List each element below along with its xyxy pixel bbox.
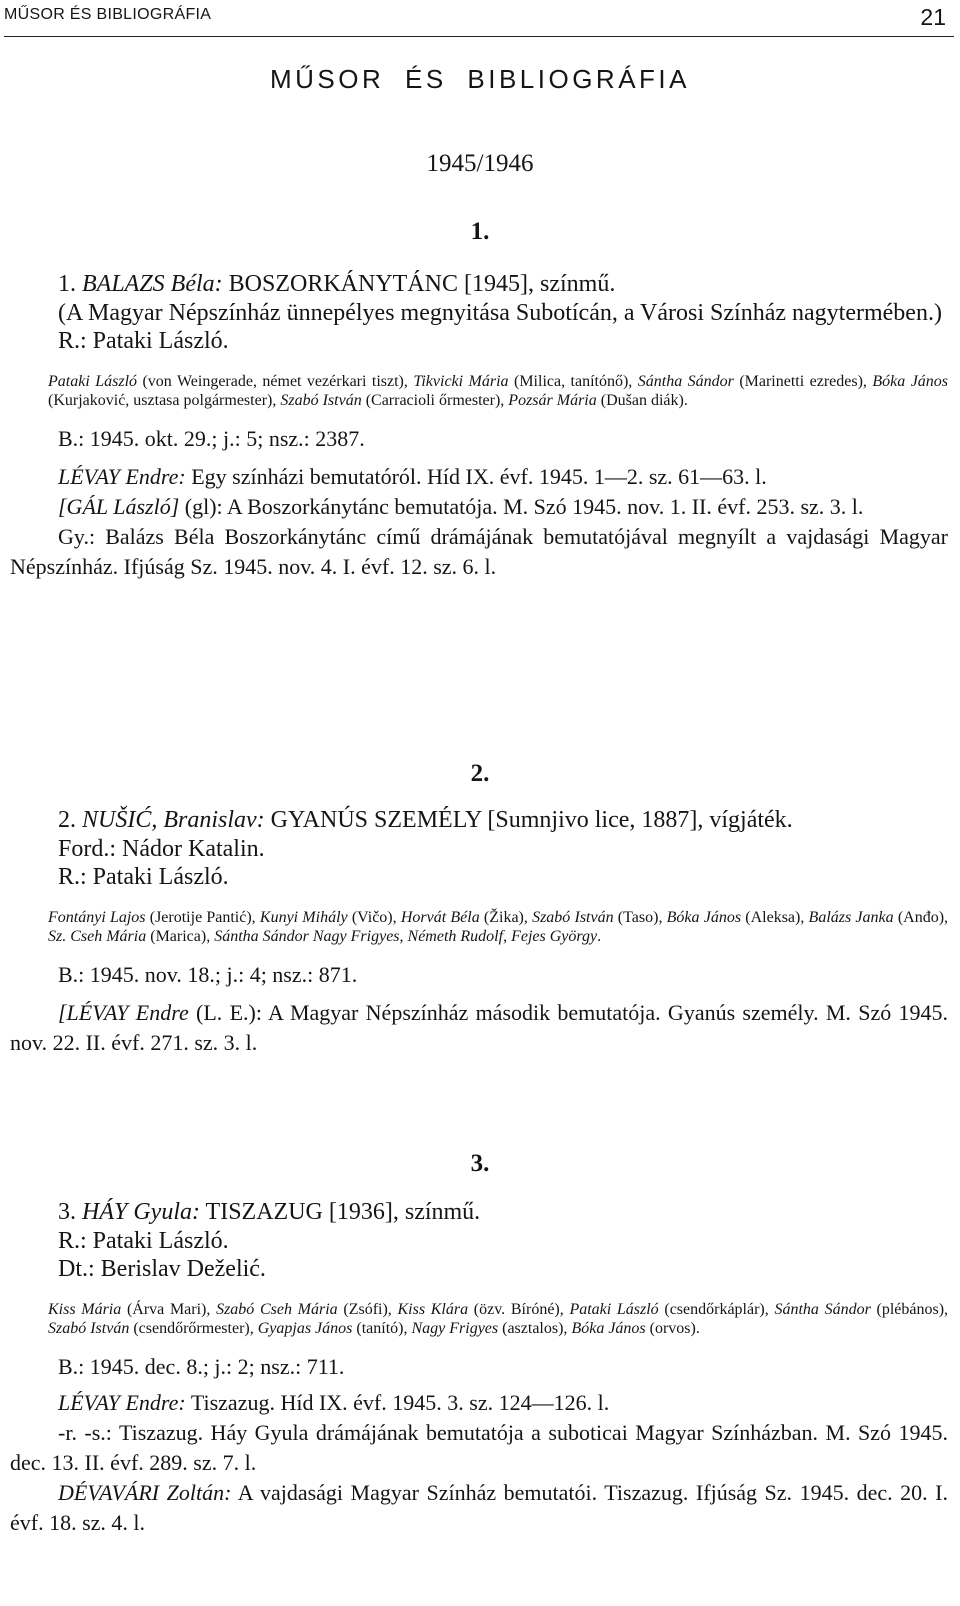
cast-name: Balázs Janka <box>808 908 894 926</box>
reference <box>10 1418 948 1478</box>
entry-heading <box>10 1198 948 1227</box>
entry-credit: Ford.: Nádor Katalin. <box>58 835 265 862</box>
season-heading: 1945/1946 <box>426 150 534 177</box>
reference-author: LÉVAY Endre: <box>58 463 186 489</box>
cast-role: (Kurjaković, usztasa polgármester), <box>48 391 281 409</box>
cast-name: Sz. Cseh Mária <box>48 927 147 945</box>
cast-name: Szabó István <box>48 1319 130 1337</box>
entry-number: 3. <box>470 1150 490 1177</box>
cast-role: (Carracioli őrmester), <box>361 391 509 409</box>
reference <box>10 1478 948 1538</box>
entry-work-title: TISZAZUG [1936], színmű. <box>199 1199 481 1225</box>
reference-text: Tiszazug. Híd IX. évf. 1945. 3. sz. 124—126. l. <box>185 1389 610 1415</box>
cast-role: (Žika), <box>479 908 533 926</box>
entry-2 <box>10 806 948 1058</box>
entry-3 <box>10 1198 948 1538</box>
cast-name: Tikvicki Mária <box>413 372 509 390</box>
cast-name: Pataki László <box>48 372 138 390</box>
cast-role: (asztalos), <box>498 1319 572 1337</box>
cast-name: Sántha Sándor <box>774 1300 871 1318</box>
reference <box>10 462 948 492</box>
cast-name: Nagy Frigyes <box>312 927 400 945</box>
page-title: MŰSOR ÉS BIBLIOGRÁFIA <box>269 64 690 94</box>
cast-name: Szabó Cseh Mária <box>216 1300 338 1318</box>
cast-role: (Marinetti ezredes), <box>733 372 873 390</box>
page-number: 21 <box>920 4 946 30</box>
cast-role: (özv. Bíróné), <box>468 1300 570 1318</box>
entry-heading <box>10 806 948 835</box>
reference-author: LÉVAY Endre: <box>58 1389 186 1415</box>
cast-role: (plébános), <box>870 1300 949 1318</box>
cast-role: (Vičo), <box>347 908 401 926</box>
reference-text: A vajdasági Magyar Színház bemutatói. Tiszazug. Ifjúság Sz. 1945. dec. 20. I. évf. 18. sz. 4. l. <box>10 1479 948 1535</box>
cast-list <box>10 372 948 410</box>
entry-work-title: GYANÚS SZEMÉLY [Sumnjivo lice, 1887], vígjáték. <box>264 807 793 833</box>
cast-name: Szabó István <box>280 391 362 409</box>
reference <box>10 998 948 1058</box>
entry-prefix: 2. <box>58 807 82 833</box>
cast-role: (Marica), <box>146 927 215 945</box>
entry-heading <box>10 270 948 299</box>
running-header <box>4 2 954 37</box>
entry-author: NUŠIĆ, Branislav: <box>82 807 265 833</box>
cast-list <box>10 1300 948 1338</box>
cast-role: (orvos). <box>645 1319 700 1337</box>
entry-note: (A Magyar Népszínház ünnepélyes megnyitása Subotícán, a Városi Színház nagytermében.) <box>58 299 942 326</box>
cast-list <box>10 908 948 946</box>
entry-number: 1. <box>470 218 490 245</box>
cast-role: (Anđo), <box>893 908 949 926</box>
cast-name: Pataki László <box>569 1300 659 1318</box>
reference-author: [LÉVAY Endre <box>58 999 189 1025</box>
reference <box>10 492 948 522</box>
cast-role: , <box>399 927 408 945</box>
cast-role: , <box>503 927 512 945</box>
cast-name: Pozsár Mária <box>508 391 597 409</box>
cast-role: (Milica, tanítónő), <box>508 372 638 390</box>
cast-role: (csendőrőrmester), <box>129 1319 258 1337</box>
reference-author: DÉVAVÁRI Zoltán: <box>58 1479 232 1505</box>
reference <box>10 522 948 582</box>
cast-name: Kunyi Mihály <box>259 908 348 926</box>
entry-1 <box>10 270 948 582</box>
entry-work-title: BOSZORKÁNYTÁNC [1945], színmű. <box>222 271 616 297</box>
cast-name: Bóka János <box>571 1319 646 1337</box>
cast-name: Sántha Sándor <box>637 372 734 390</box>
entry-credit: R.: Pataki László. <box>58 1227 229 1254</box>
cast-role: (Zsófi), <box>337 1300 398 1318</box>
entry-credit: Dt.: Berislav Deželić. <box>58 1256 266 1282</box>
cast-name: Németh Rudolf <box>407 927 504 945</box>
cast-role: (Árva Mari), <box>121 1300 217 1318</box>
reference-text: (L. E.): A Magyar Népszínház második bemutatója. Gyanús személy. M. Szó 1945. nov. 22. II. évf. 271. sz. 3. l. <box>10 999 948 1055</box>
cast-name: Horvát Béla <box>400 908 480 926</box>
reference-text: (gl): A Boszorkánytánc bemutatója. M. Szó 1945. nov. 1. II. évf. 253. sz. 3. l. <box>179 493 864 519</box>
reference-text: Gy.: Balázs Béla Boszorkánytánc című drámájának bemutatójával megnyílt a vajdasági Magyar Népszínház. Ifjúság Sz. 1945. nov. 4. I. évf. 12. sz. 6. l. <box>10 523 948 579</box>
cast-name: Fontányi Lajos <box>48 908 146 926</box>
entry-credit: R.: Pataki László. <box>58 864 229 890</box>
cast-name: Gyapjas János <box>257 1319 353 1337</box>
cast-name: Kiss Klára <box>397 1300 469 1318</box>
performance-data: B.: 1945. okt. 29.; j.: 5; nsz.: 2387. <box>58 425 365 451</box>
reference <box>10 1388 948 1418</box>
cast-role: (csendőrkáplár), <box>658 1300 775 1318</box>
cast-name: Szabó István <box>532 908 614 926</box>
entry-number: 2. <box>470 760 490 787</box>
cast-name: Sántha Sándor <box>214 927 309 945</box>
entry-credit: R.: Pataki László. <box>58 328 229 354</box>
running-title: MŰSOR ÉS BIBLIOGRÁFIA <box>4 6 212 23</box>
cast-role: (Taso), <box>613 908 667 926</box>
cast-role: (Dušan diák). <box>596 391 688 409</box>
cast-role: (von Weingerade, német vezérkari tiszt), <box>137 372 414 390</box>
entry-prefix: 1. <box>58 271 82 297</box>
cast-name: Bóka János <box>872 372 949 390</box>
cast-name: Nagy Frigyes <box>411 1319 499 1337</box>
cast-name: Bóka János <box>666 908 742 926</box>
cast-role: (tanító), <box>352 1319 412 1337</box>
performance-data: B.: 1945. nov. 18.; j.: 4; nsz.: 871. <box>58 961 358 987</box>
entry-prefix: 3. <box>58 1199 82 1225</box>
reference-author: [GÁL László] <box>58 493 180 519</box>
cast-role: (Aleksa), <box>741 908 809 926</box>
cast-name: Kiss Mária <box>48 1300 122 1318</box>
performance-data: B.: 1945. dec. 8.; j.: 2; nsz.: 711. <box>58 1353 345 1379</box>
cast-role: (Jerotije Pantić), <box>145 908 260 926</box>
cast-name: Fejes György <box>511 927 598 945</box>
cast-role: . <box>597 927 602 945</box>
entry-author: BALAZS Béla: <box>82 271 223 297</box>
reference-text: -r. -s.: Tiszazug. Háy Gyula drámájának bemutatója a suboticai Magyar Színházban. M. Szó 1945. dec. 13. II. évf. 289. sz. 7. l. <box>10 1419 948 1475</box>
reference-text: Egy színházi bemutatóról. Híd IX. évf. 1945. 1—2. sz. 61—63. l. <box>185 463 767 489</box>
entry-author: HÁY Gyula: <box>82 1199 200 1225</box>
